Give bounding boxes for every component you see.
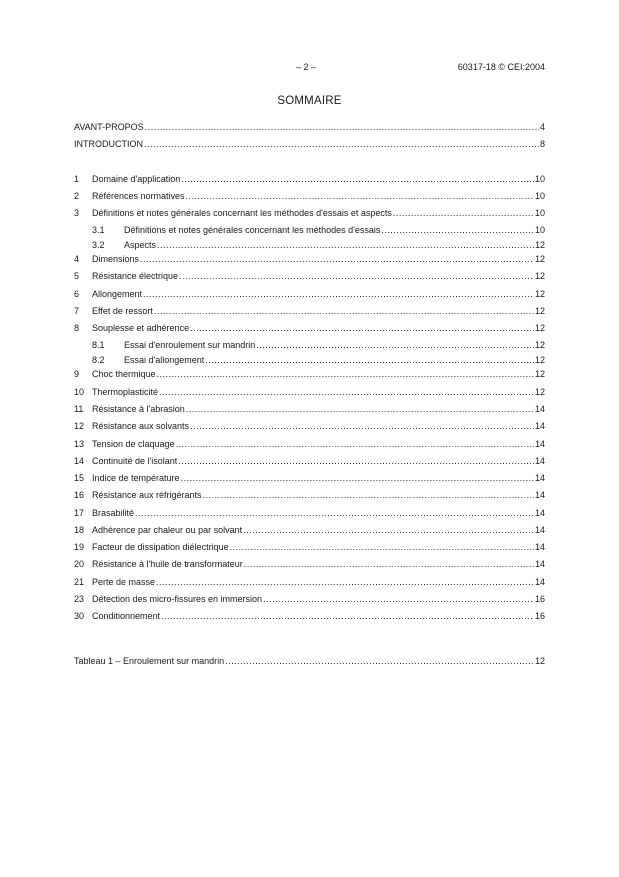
- toc-entry-label: Allongement: [92, 289, 143, 299]
- toc-entry-number: 6: [74, 289, 80, 299]
- toc-entry-label: Détection des micro-fissures en immersion: [92, 594, 263, 604]
- toc-entry-page: 12: [534, 387, 545, 397]
- toc-entry-number: 18: [74, 525, 85, 535]
- toc-entry-subsection[interactable]: [92, 221, 545, 236]
- toc-entry-subsection[interactable]: [92, 336, 545, 351]
- dot-leader: [145, 122, 539, 133]
- toc-entry-subsection[interactable]: [92, 351, 545, 366]
- toc-entry-page: 12: [534, 355, 545, 365]
- dot-leader: [190, 323, 534, 334]
- toc-entry-section[interactable]: [74, 590, 545, 605]
- dot-leader: [176, 439, 534, 450]
- toc-entry-label: Conditionnement: [92, 611, 161, 621]
- toc-entry-page: 10: [534, 208, 545, 218]
- toc-entry-label: Définitions et notes générales concernant les méthodes d'essais et aspects: [92, 208, 392, 218]
- page-number: – 2 –: [296, 62, 317, 72]
- toc-entry-page: 14: [534, 473, 545, 483]
- toc-entry-number: 30: [74, 611, 85, 621]
- dot-leader: [243, 525, 534, 536]
- toc-entry-label: AVANT-PROPOS: [74, 122, 144, 132]
- toc-entry-label: Dimensions: [92, 254, 140, 264]
- toc-entry-number: 17: [74, 508, 85, 518]
- toc-entry-number: 11: [74, 404, 84, 414]
- toc-entry-section[interactable]: [74, 365, 545, 380]
- toc-entry-label: Adhérence par chaleur ou par solvant: [92, 525, 243, 535]
- toc-entry-label: Thermoplasticité: [92, 387, 159, 397]
- toc-entry-page: 14: [534, 508, 545, 518]
- toc-entry-section[interactable]: [74, 319, 545, 334]
- toc-entry-page: 16: [534, 594, 545, 604]
- toc-entry-section[interactable]: [74, 521, 545, 536]
- toc-entry-section[interactable]: [74, 417, 545, 432]
- document-reference: 60317-18 © CEI:2004: [457, 62, 545, 72]
- toc-entry-number: 3.2: [92, 240, 105, 250]
- toc-entry-label: Définitions et notes générales concernant les méthodes d'essais: [124, 225, 381, 235]
- toc-entry-number: 21: [74, 577, 85, 587]
- toc-entry-page: 14: [534, 559, 545, 569]
- toc-entry-label: Tableau 1 – Enroulement sur mandrin: [74, 656, 225, 666]
- toc-entry-number: 3.1: [92, 225, 105, 235]
- dot-leader: [140, 254, 534, 265]
- toc-entry-label: Résistance électrique: [92, 271, 179, 281]
- toc-entry-number: 12: [74, 421, 85, 431]
- toc-entry-label: Brasabilité: [92, 508, 135, 518]
- toc-entry-page: 12: [534, 656, 545, 666]
- toc-entry-label: Résistance à l'huile de transformateur: [92, 559, 243, 569]
- dot-leader: [186, 404, 534, 415]
- toc-entry-page: 12: [534, 271, 545, 281]
- dot-leader: [244, 559, 534, 570]
- dot-leader: [225, 656, 534, 667]
- toc-entry-page: 10: [534, 225, 545, 235]
- toc-entry-section[interactable]: [74, 504, 545, 519]
- dot-leader: [230, 542, 534, 553]
- toc-entry-page: 14: [534, 577, 545, 587]
- toc-entry-page: 12: [534, 340, 545, 350]
- toc-entry-page: 14: [534, 542, 545, 552]
- dot-leader: [157, 369, 534, 380]
- toc-entry-label: Résistance aux solvants: [92, 421, 190, 431]
- toc-entry-page: 12: [534, 323, 545, 333]
- dot-leader: [181, 473, 534, 484]
- toc-entry-page: 14: [534, 490, 545, 500]
- toc-entry-section[interactable]: [74, 573, 545, 588]
- toc-entry-number: 20: [74, 559, 85, 569]
- toc-entry-section[interactable]: [74, 267, 545, 282]
- toc-entry-number: 5: [74, 271, 80, 281]
- dot-leader: [186, 191, 534, 202]
- dot-leader: [144, 139, 539, 150]
- toc-entry-number: 15: [74, 473, 85, 483]
- toc-entry-number: 16: [74, 490, 85, 500]
- toc-entry-introduction[interactable]: [74, 135, 545, 150]
- toc-entry-label: Essai d'enroulement sur mandrin: [124, 340, 256, 350]
- toc-entry-section[interactable]: [74, 170, 545, 185]
- toc-entry-label: Indice de température: [92, 473, 180, 483]
- toc-entry-number: 3: [74, 208, 80, 218]
- toc-entry-label: Tension de claquage: [92, 439, 175, 449]
- toc-entry-page: 12: [534, 240, 545, 250]
- toc-entry-section[interactable]: [74, 435, 545, 450]
- toc-entry-number: 19: [74, 542, 85, 552]
- toc-entry-page: 12: [534, 254, 545, 264]
- dot-leader: [203, 490, 534, 501]
- toc-entry-label: Facteur de dissipation diélectrique: [92, 542, 229, 552]
- toc-entry-number: 4: [74, 254, 80, 264]
- dot-leader: [154, 306, 534, 317]
- dot-leader: [161, 611, 534, 622]
- toc-entry-table[interactable]: [74, 652, 545, 667]
- toc-entry-page: 14: [534, 439, 545, 449]
- toc-entry-section[interactable]: [74, 187, 545, 202]
- toc-entry-section[interactable]: [74, 555, 545, 570]
- toc-entry-label: Souplesse et adhérence: [92, 323, 190, 333]
- toc-entry-number: 8.1: [92, 340, 105, 350]
- toc-entry-label: Références normatives: [92, 191, 185, 201]
- toc-entry-number: 8.2: [92, 355, 105, 365]
- toc-entry-label: Choc thermique: [92, 369, 156, 379]
- toc-entry-page: 14: [534, 421, 545, 431]
- toc-entry-label: Domaine d'application: [92, 174, 181, 184]
- toc-entry-page: 10: [534, 191, 545, 201]
- toc-entry-avant-propos[interactable]: [74, 118, 545, 133]
- toc-entry-section[interactable]: [74, 452, 545, 467]
- dot-leader: [159, 387, 534, 398]
- toc-entry-page: 8: [539, 139, 545, 149]
- dot-leader: [263, 594, 534, 605]
- dot-leader: [156, 577, 534, 588]
- toc-entry-number: 7: [74, 306, 80, 316]
- toc-entry-number: 13: [74, 439, 85, 449]
- toc-entry-label: Perte de masse: [92, 577, 156, 587]
- toc-entry-section[interactable]: [74, 204, 545, 219]
- toc-entry-label: Effet de ressort: [92, 306, 153, 316]
- toc-entry-section[interactable]: [74, 302, 545, 317]
- dot-leader: [190, 421, 534, 432]
- toc-entry-number: 2: [74, 191, 80, 201]
- toc-entry-page: 12: [534, 306, 545, 316]
- toc-entry-page: 12: [534, 289, 545, 299]
- toc-entry-section[interactable]: [74, 607, 545, 622]
- toc-entry-label: Continuité de l'isolant: [92, 456, 178, 466]
- dot-leader: [256, 340, 534, 351]
- dot-leader: [178, 456, 534, 467]
- toc-entry-label: Essai d'allongement: [124, 355, 205, 365]
- toc-entry-number: 23: [74, 594, 85, 604]
- page-header: [0, 62, 619, 76]
- toc-entry-subsection[interactable]: [92, 236, 545, 251]
- toc-entry-section[interactable]: [74, 250, 545, 265]
- toc-entry-label: INTRODUCTION: [74, 139, 143, 149]
- dot-leader: [181, 174, 534, 185]
- toc-entry-number: 1: [74, 174, 80, 184]
- toc-entry-section[interactable]: [74, 400, 545, 415]
- toc-entry-page: 4: [539, 122, 545, 132]
- toc-entry-number: 14: [74, 456, 85, 466]
- dot-leader: [381, 225, 534, 236]
- toc-entry-number: 8: [74, 323, 80, 333]
- toc-entry-number: 10: [74, 387, 85, 397]
- toc-entry-section[interactable]: [74, 469, 545, 484]
- toc-entry-page: 14: [534, 404, 545, 414]
- toc-entry-label: Résistance à l'abrasion: [92, 404, 185, 414]
- dot-leader: [393, 208, 534, 219]
- dot-leader: [179, 271, 534, 282]
- toc-entry-page: 14: [534, 525, 545, 535]
- toc-entry-section[interactable]: [74, 538, 545, 553]
- toc-entry-page: 12: [534, 369, 545, 379]
- toc-entry-page: 16: [534, 611, 545, 621]
- toc-entry-section[interactable]: [74, 285, 545, 300]
- toc-entry-number: 9: [74, 369, 80, 379]
- toc-title: SOMMAIRE: [277, 95, 342, 107]
- toc-entry-section[interactable]: [74, 383, 545, 398]
- toc-entry-section[interactable]: [74, 486, 545, 501]
- toc-entry-label: Aspects: [124, 240, 157, 250]
- dot-leader: [135, 508, 534, 519]
- toc-entry-page: 10: [534, 174, 545, 184]
- toc-entry-label: Résistance aux réfrigérants: [92, 490, 202, 500]
- dot-leader: [143, 289, 534, 300]
- toc-entry-page: 14: [534, 456, 545, 466]
